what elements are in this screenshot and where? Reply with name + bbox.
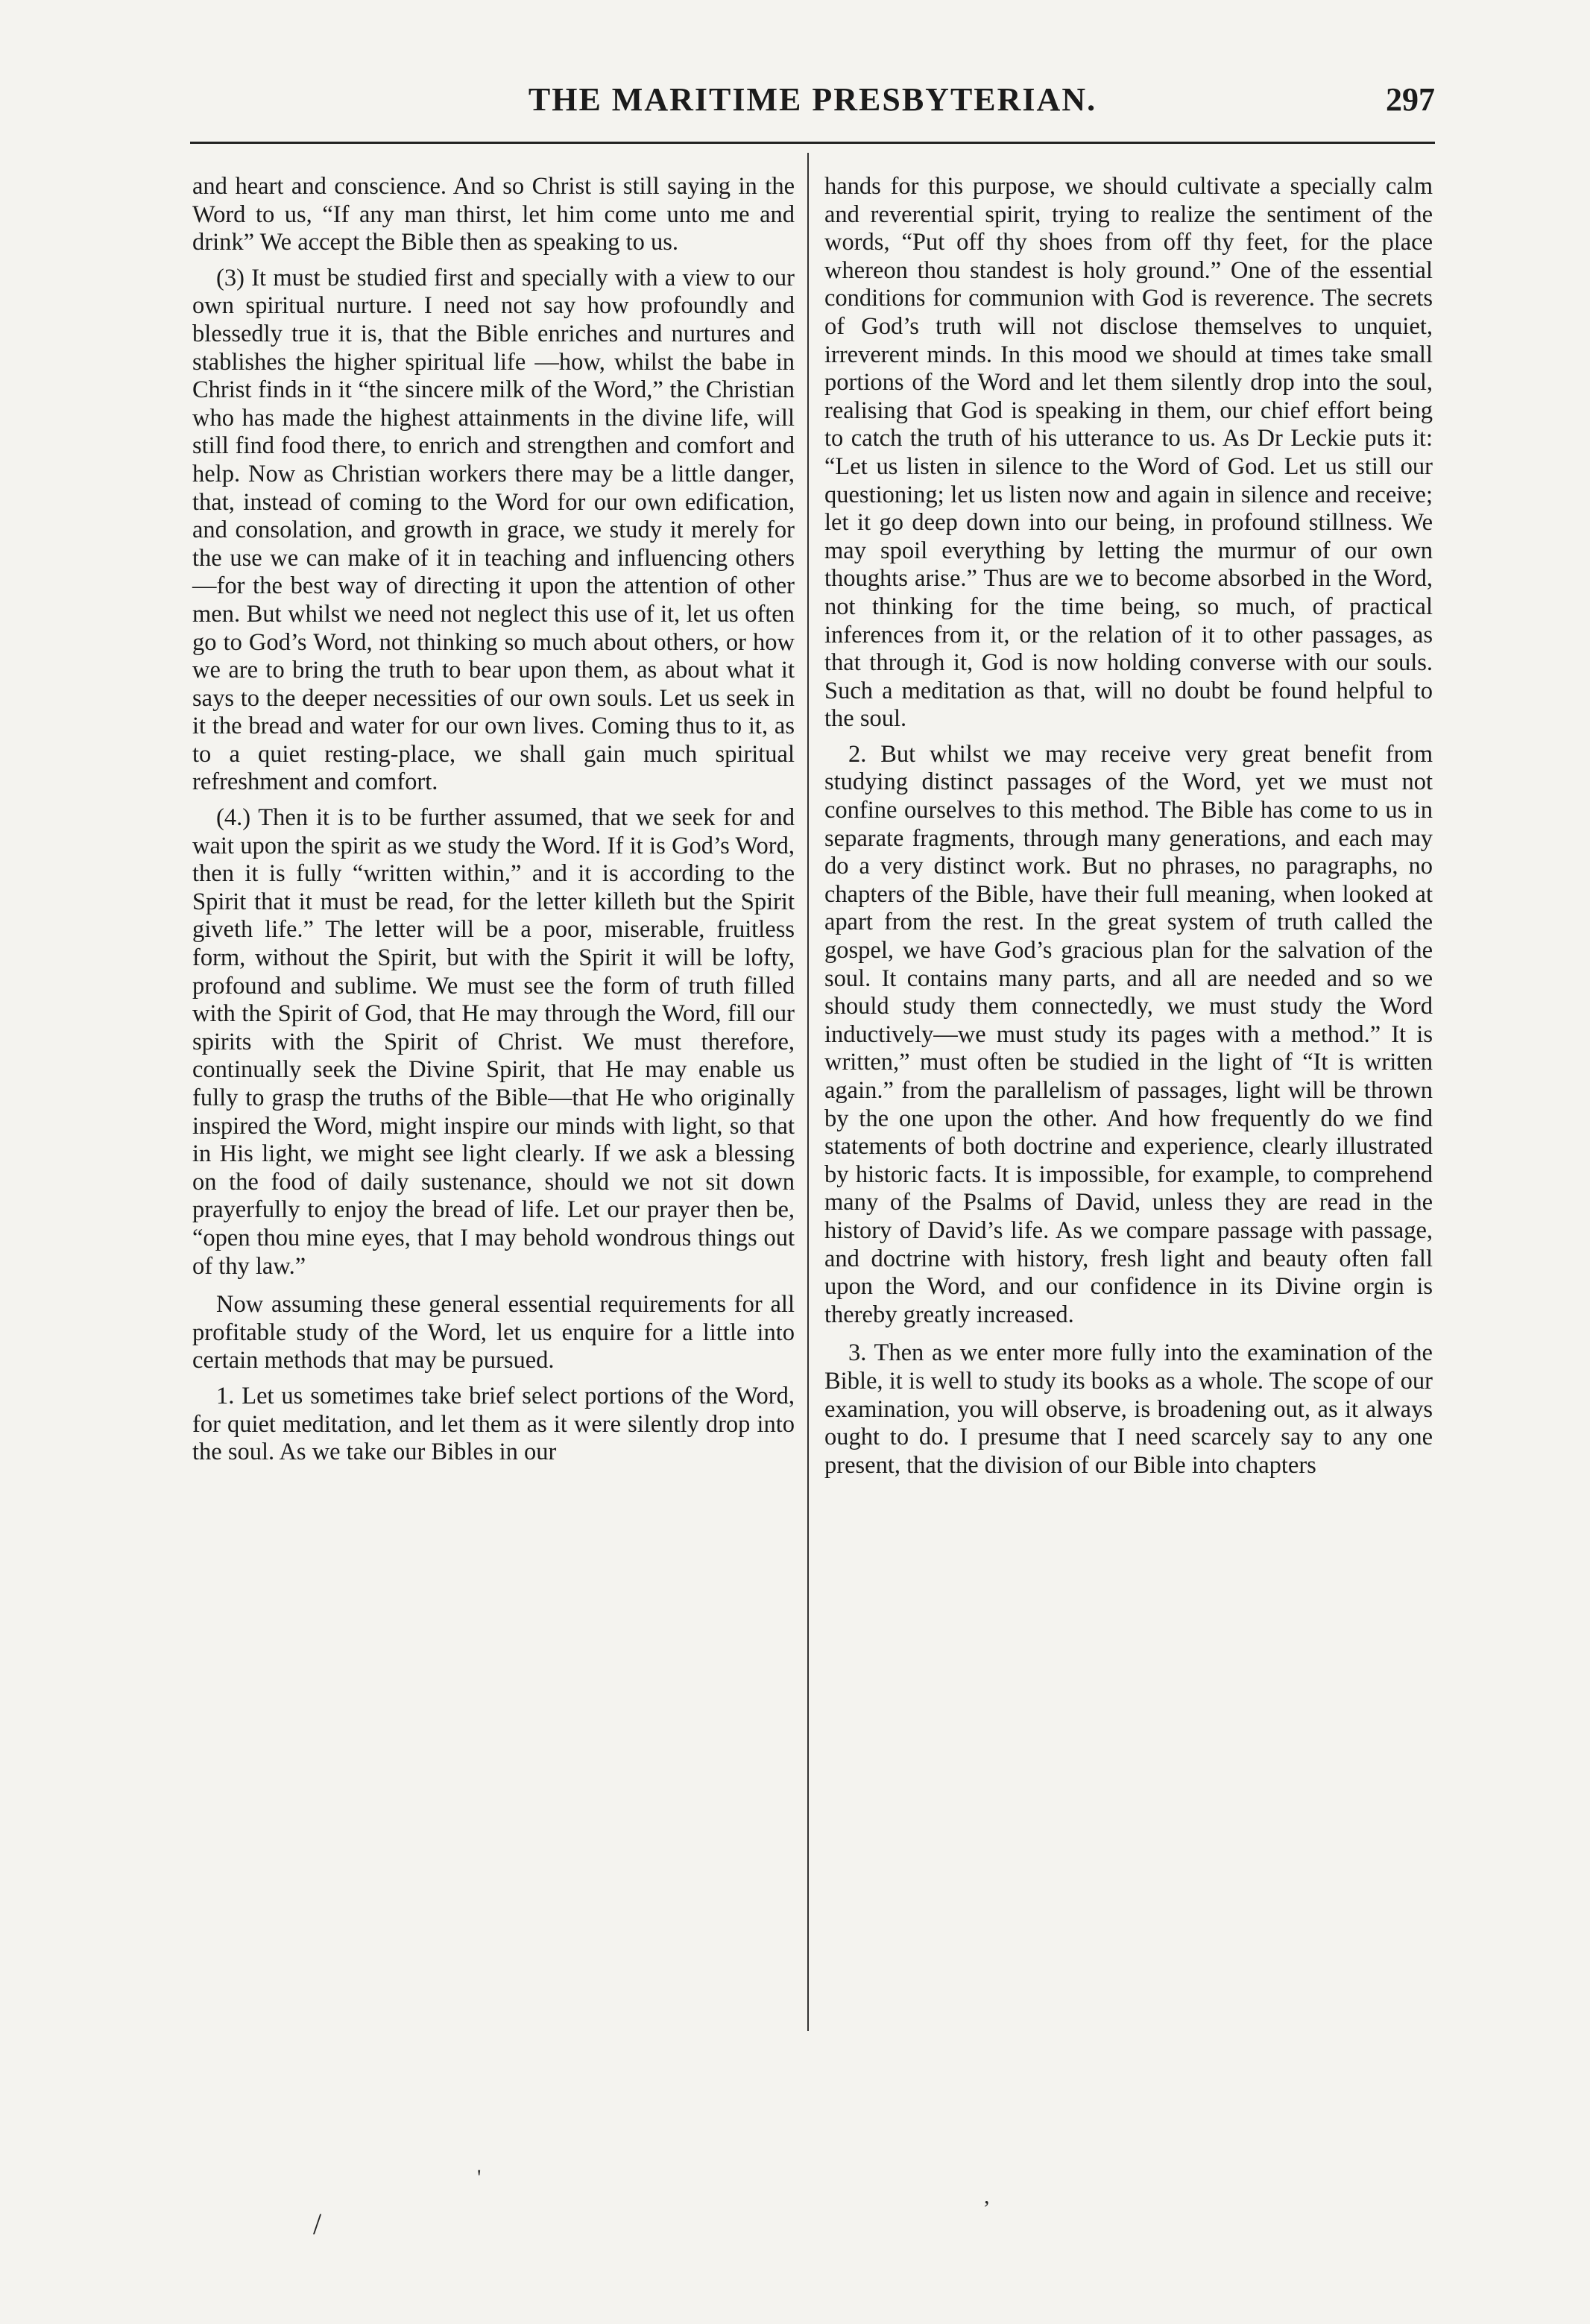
paragraph: and heart and conscience. And so Christ is still saying in the Word to us, “If any man thirst, let him come unto me and drink” We accept the Bible then as speaking to us. — [192, 173, 795, 256]
print-speck: / — [313, 2207, 322, 2241]
paragraph: 3. Then as we enter more fully into the examination of the Bible, it is well to study its books as a whole. The scope of our examination, you will observe, is broadening out, as it always ought to do. I presume that I need scarcely say to any one present, that the division of our Bible into chapters — [824, 1339, 1433, 1479]
print-speck: ' — [477, 2165, 482, 2190]
page-header — [190, 80, 1435, 133]
page-number: 297 — [1386, 81, 1435, 118]
print-speck: , — [984, 2184, 990, 2208]
header-rule — [190, 142, 1435, 144]
paragraph: (3) It must be studied first and specially with a view to our own spiritual nurture. I need not say how profoundly and blessedly true it is, that the Bible enriches and nurtures and stablishes the higher spiritual life —how, whilst the babe in Christ finds in it “the sincere milk of the Word,” the Christian who has made the highest attainments in the divine life, will still find food there, to enrich and strengthen and comfort and help. Now as Christian workers there may be a little danger, that, instead of coming to the Word for our own edification, and consolation, and growth in grace, we study it merely for the use we can make of it in teaching and influencing others—for the best way of directing it upon the attention of other men. But whilst we need not neglect this use of it, let us often go to God’s Word, not thinking so much about others, or how we are to bring the truth to bear upon them, as about what it says to the deeper necessities of our own souls. Let us seek in it the bread and water for our own lives. Coming thus to it, as to a quiet resting-place, we shall gain much spiritual refreshment and comfort. — [192, 264, 795, 796]
left-column — [192, 173, 795, 1474]
column-divider — [807, 153, 809, 2031]
paragraph: (4.) Then it is to be further assumed, that we seek for and wait upon the spirit as we study the Word. If it is God’s Word, then it is fully “written within,” and it is according to the Spirit that it must be read, for the letter killeth but the Spirit giveth life.” The letter will be a poor, miserable, fruitless form, without the Spirit, but with the Spirit it will be lofty, profound and sublime. We must see the form of truth filled with the Spirit of God, that He may through the Word, fill our spirits with the Spirit of Christ. We must therefore, continually seek the Divine Spirit, that He may enable us fully to grasp the truths of the Bible—that He who originally inspired the Word, might inspire our minds with light, so that in His light, we might see light clearly. If we ask a blessing on the food of daily sustenance, should we not sit down prayerfully to enjoy the bread of life. Let our prayer then be, “open thou mine eyes, that I may behold wondrous things out of thy law.” — [192, 804, 795, 1280]
paragraph: 2. But whilst we may receive very great benefit from studying distinct passages of the Word, yet we must not confine ourselves to this method. The Bible has come to us in separate fragments, through many generations, and each may do a very distinct work. But no phrases, no paragraphs, no chapters of the Bible, have their full meaning, when looked at apart from the rest. In the great system of truth called the gospel, we have God’s gracious plan for the salvation of the soul. It contains many parts, and all are needed and so we should study them connectedly, we must study the Word inductively—we must study its pages with a method.” It is written,” must often be studied in the light of “It is written again.” from the parallelism of passages, light will be thrown by the one upon the other. And how frequently do we find statements of both doctrine and experience, clearly illustrated by historic facts. It is impossible, for example, to comprehend many of the Psalms of David, unless they are read in the history of David’s life. As we compare passage with passage, and doctrine with history, fresh light and beauty often fall upon the Word, and our confidence in its Divine orgin is thereby greatly increased. — [824, 740, 1433, 1328]
paragraph: hands for this purpose, we should cultivate a specially calm and reverential spirit, trying to realize the sentiment of the words, “Put off thy shoes from off thy feet, for the place whereon thou standest is holy ground.” One of the essential conditions for communion with God is reverence. The secrets of God’s truth will not disclose themselves to unquiet, irreverent minds. In this mood we should at times take small portions of the Word and let them silently drop into the soul, realising that God is speaking in them, our chief effort being to catch the truth of his utterance to us. As Dr Leckie puts it: “Let us listen in silence to the Word of God. Let us still our questioning; let us listen now and again in silence and receive; let it go deep down into our being, in profound stillness. We may spoil everything by letting the murmur of our own thoughts arise.” Thus are we to become absorbed in the Word, not thinking for the time being, so much, of practical inferences from it, or the relation of it to other passages, as that through it, God is now holding converse with our souls. Such a meditation as that, will no doubt be found helpful to the soul. — [824, 173, 1433, 733]
paragraph: Now assuming these general essential requirements for all profitable study of the Word, let us enquire for a little into certain methods that may be pursued. — [192, 1291, 795, 1374]
running-title: THE MARITIME PRESBYTERIAN. — [528, 81, 1097, 118]
right-column — [824, 173, 1433, 1487]
paragraph: 1. Let us sometimes take brief select portions of the Word, for quiet meditation, and let them as it were silently drop into the soul. As we take our Bibles in our — [192, 1382, 795, 1466]
